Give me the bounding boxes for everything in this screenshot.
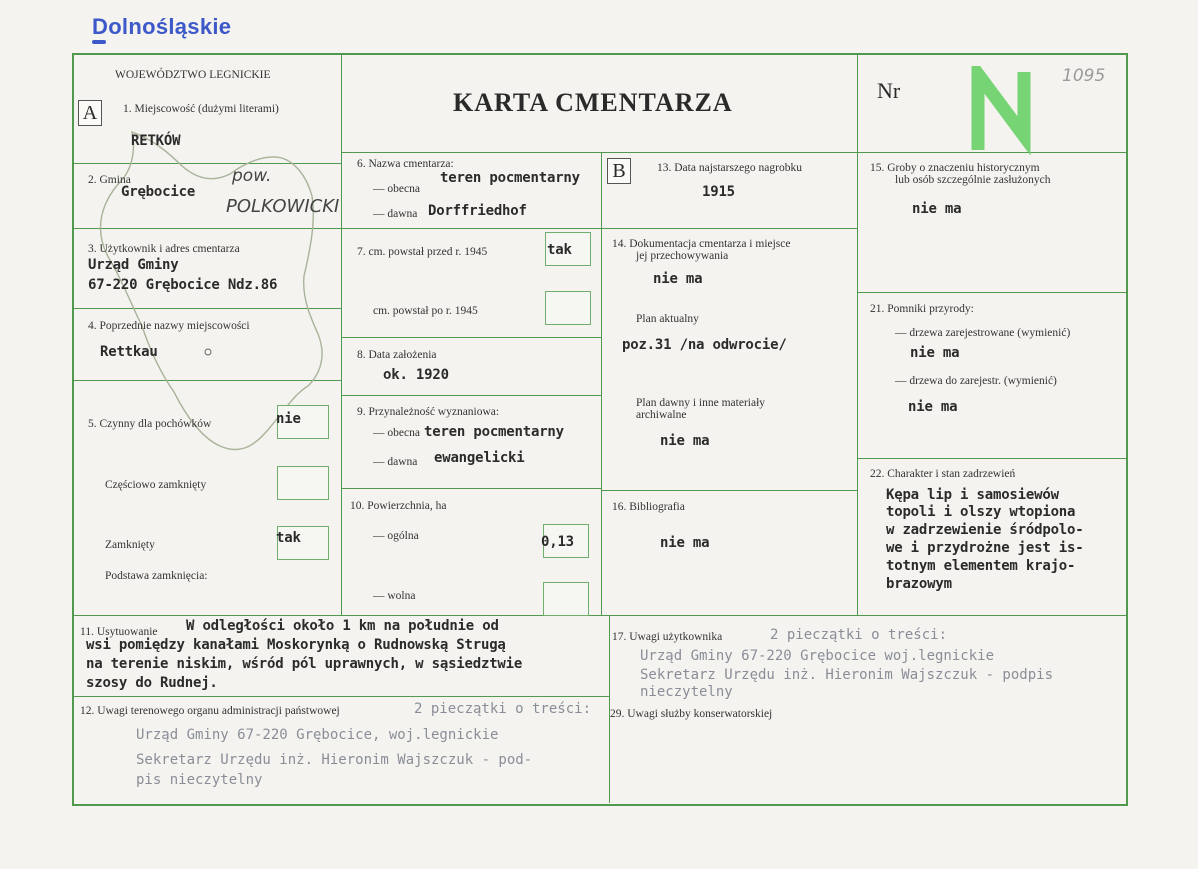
field-5d-label: Podstawa zamknięcia: [105, 570, 208, 582]
field-1-value: RETKÓW [131, 133, 181, 149]
field-14-old-label-1: Plan dawny i inne materiały [636, 397, 766, 409]
field-10-total-label: — ogólna [373, 530, 419, 542]
field-22-label: 22. Charakter i stan zadrzewień [870, 468, 1016, 480]
field-17-line-1: Urząd Gminy 67-220 Grębocice woj.legnickie [640, 648, 995, 664]
field-5b-checkbox [277, 466, 329, 500]
field-15-value: nie ma [912, 201, 962, 217]
field-29-label: 29. Uwagi służby konserwatorskiej [610, 708, 773, 720]
field-6-now-value: teren pocmentarny [440, 170, 580, 186]
field-1-label: 1. Miejscowość (dużymi literami) [123, 103, 279, 115]
voivodeship-label: WOJEWÓDZTWO LEGNICKIE [115, 69, 271, 81]
field-13-label: 13. Data najstarszego nagrobku [657, 162, 802, 174]
field-14-plan-label: Plan aktualny [636, 313, 699, 325]
field-17-line-3: nieczytelny [640, 684, 733, 700]
field-5c-label: Zamknięty [105, 539, 155, 551]
field-4-value: Rettkau [100, 344, 158, 360]
brand-underline [92, 40, 106, 44]
field-6-label: 6. Nazwa cmentarza: [357, 158, 454, 170]
field-10-total-value: 0,13 [541, 534, 574, 550]
field-13-value: 1915 [702, 184, 735, 200]
field-9-old-value: ewangelicki [434, 450, 525, 466]
field-9-now-value: teren pocmentarny [424, 424, 564, 440]
field-11-line-2: na terenie niskim, wśród pól uprawnych, w sąsiedztwie [86, 656, 523, 672]
field-11-label: 11. Usytuowanie [80, 626, 158, 638]
field-9-label: 9. Przynależność wyznaniowa: [357, 406, 500, 418]
field-7b-checkbox [545, 291, 591, 325]
field-3-label: 3. Użytkownik i adres cmentarza [88, 243, 240, 255]
pencil-number: 1095 [1062, 66, 1106, 86]
field-14-label-1: 14. Dokumentacja cmentarza i miejsce [612, 238, 791, 250]
field-11-line-1: wsi pomiędzy kanałami Moskorynką o Rudnowską Strugą [86, 637, 506, 653]
field-22-line-3: we i przydrożne jest is- [886, 540, 1084, 556]
field-12-line-0: 2 pieczątki o treści: [414, 701, 592, 717]
field-2-handwritten-1: pow. [232, 166, 272, 186]
field-22-line-4: totnym elementem krajo- [886, 558, 1076, 574]
field-5b-label: Częściowo zamknięty [105, 479, 207, 491]
field-14-old-label-2: archiwalne [636, 409, 687, 421]
field-22-line-2: w zadrzewienie śródpolo- [886, 522, 1084, 538]
nr-label: Nr [877, 78, 901, 103]
field-6-old-value: Dorffriedhof [428, 203, 527, 219]
section-a-box: A [78, 100, 102, 126]
field-12-line-1: Urząd Gminy 67-220 Grębocice, woj.legnickie [136, 727, 499, 743]
field-10-free-box [543, 582, 589, 616]
field-8-value: ok. 1920 [383, 367, 449, 383]
field-16-label: 16. Bibliografia [612, 501, 685, 513]
field-21-reg-value: nie ma [910, 345, 960, 361]
field-6-old-label: — dawna [373, 208, 418, 220]
field-21-toreg-value: nie ma [908, 399, 958, 415]
field-12-label: 12. Uwagi terenowego organu administracji państwowej [80, 705, 340, 717]
field-14-value: nie ma [653, 271, 703, 287]
field-22-line-5: brazowym [886, 576, 952, 592]
field-16-value: nie ma [660, 535, 710, 551]
field-12-line-2: Sekretarz Urzędu inż. Hieronim Wajszczuk - pod- [136, 752, 533, 768]
field-7b-label: cm. powstał po r. 1945 [373, 305, 478, 317]
field-21-label: 21. Pomniki przyrody: [870, 303, 974, 315]
field-15-label-2: lub osób szczególnie zasłużonych [895, 174, 1051, 186]
field-8-label: 8. Data założenia [357, 349, 437, 361]
field-2-value: Grębocice [121, 184, 196, 200]
field-7-label: 7. cm. powstał przed r. 1945 [357, 246, 488, 258]
field-2-handwritten-2: POLKOWICKI [226, 196, 340, 217]
field-7-value: tak [547, 242, 572, 258]
field-10-label: 10. Powierzchnia, ha [350, 500, 447, 512]
field-5-label: 5. Czynny dla pochówków [88, 418, 212, 430]
field-4-label: 4. Poprzednie nazwy miejscowości [88, 320, 250, 332]
field-14-plan-value: poz.31 /na odwrocie/ [622, 337, 787, 353]
field-17-line-0: 2 pieczątki o treści: [770, 627, 948, 643]
field-22-line-0: Kępa lip i samosiewów [886, 487, 1059, 503]
region-brand: Dolnośląskie [92, 14, 232, 39]
green-marker-letter [970, 66, 1040, 156]
field-9-old-label: — dawna [373, 456, 418, 468]
field-15-label-1: 15. Groby o znaczeniu historycznym [870, 162, 1040, 174]
field-6-now-label: — obecna [373, 183, 420, 195]
svg-text:N: N [1005, 124, 1006, 125]
card-title: KARTA CMENTARZA [453, 88, 733, 117]
field-9-now-label: — obecna [373, 427, 420, 439]
field-17-line-2: Sekretarz Urzędu inż. Hieronim Wajszczuk - podpis [640, 667, 1054, 683]
field-10-free-label: — wolna [373, 590, 416, 602]
small-circle-icon [203, 347, 213, 357]
field-22-line-1: topoli i olszy wtopiona [886, 504, 1076, 520]
field-14-old-value: nie ma [660, 433, 710, 449]
field-12-line-3: pis nieczytelny [136, 772, 263, 788]
field-2-label: 2. Gmina [88, 174, 131, 186]
field-11-line-3: szosy do Rudnej. [86, 675, 218, 691]
field-3-value-2: 67-220 Grębocice Ndz.86 [88, 277, 278, 293]
field-21-reg-label: — drzewa zarejestrowane (wymienić) [895, 327, 1071, 339]
field-14-label-2: jej przechowywania [636, 250, 729, 262]
field-11-line-0: W odległości około 1 km na południe od [186, 618, 499, 634]
section-b-box: B [607, 158, 631, 184]
field-3-value-1: Urząd Gminy [88, 257, 179, 273]
field-5-value: nie [276, 411, 301, 427]
field-21-toreg-label: — drzewa do zarejestr. (wymienić) [895, 375, 1057, 387]
field-5c-value: tak [276, 530, 301, 546]
field-17-label: 17. Uwagi użytkownika [612, 631, 723, 643]
